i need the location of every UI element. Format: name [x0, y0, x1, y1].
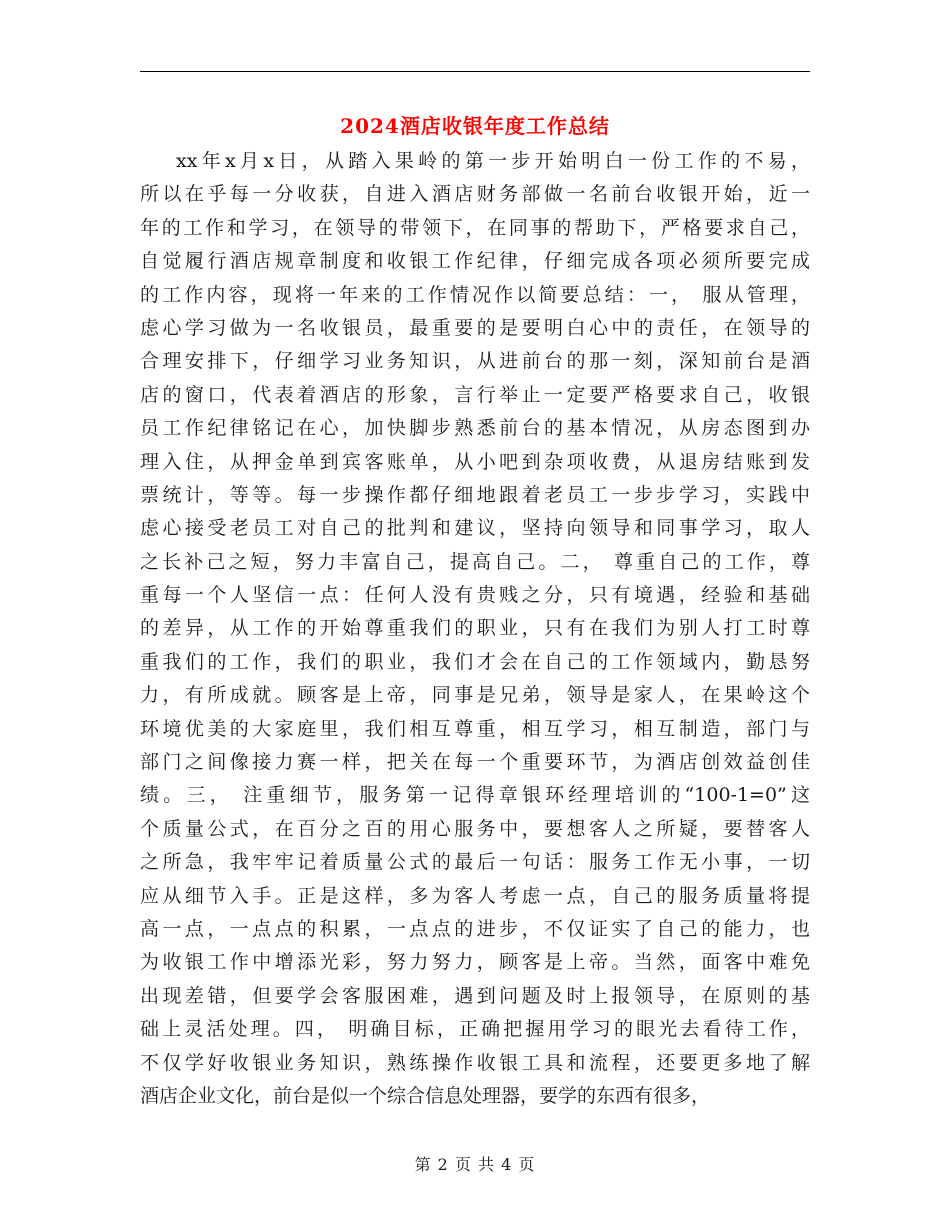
paragraph-line: 虑心接受老员工对自己的批判和建议，坚持向领导和同事学习，取人 — [140, 517, 810, 540]
paragraph-line: 重每一个人坚信一点：任何人没有贵贱之分，只有境遇，经验和基础 — [140, 584, 810, 607]
paragraph-line: 票统计，等等。每一步操作都仔细地跟着老员工一步步学习，实践中 — [140, 483, 810, 506]
paragraph-line: 的差异，从工作的开始尊重我们的职业，只有在我们为别人打工时尊 — [140, 617, 810, 640]
document-title: 2024酒店收银年度工作总结 — [340, 114, 610, 138]
paragraph-line: 为收银工作中增添光彩，努力努力，顾客是上帝。当然，面客中难免 — [140, 951, 810, 974]
paragraph-line: 绩。三， 注重细节，服务第一记得章银环经理培训的“100-1=0”这 — [140, 784, 810, 807]
paragraph-line: 所以在乎每一分收获，自进入酒店财务部做一名前台收银开始，近一 — [140, 183, 810, 206]
paragraph-line: 出现差错，但要学会客服困难，遇到问题及时上报领导，在原则的基 — [140, 984, 810, 1007]
paragraph-line: 应从细节入手。正是这样，多为客人考虑一点，自己的服务质量将提 — [140, 884, 810, 907]
paragraph-line: 础上灵活处理。四， 明确目标，正确把握用学习的眼光去看待工作， — [140, 1018, 810, 1041]
paragraph-line: xx年x月x日，从踏入果岭的第一步开始明白一份工作的不易， — [176, 150, 810, 172]
paragraph-line: 年的工作和学习，在领导的带领下，在同事的帮助下，严格要求自己， — [140, 216, 810, 239]
paragraph-line: 店的窗口，代表着酒店的形象，言行举止一定要严格要求自己，收银 — [140, 383, 810, 406]
paragraph-line: 重我们的工作，我们的职业，我们才会在自己的工作领域内，勤恳努 — [140, 650, 810, 673]
page-footer: 第 2 页 共 4 页 — [414, 1155, 536, 1174]
paragraph-line: 个质量公式，在百分之百的用心服务中，要想客人之所疑，要替客人 — [140, 817, 810, 840]
paragraph-line: 之所急，我牢牢记着质量公式的最后一句话：服务工作无小事，一切 — [140, 851, 810, 874]
paragraph-line: 力，有所成就。顾客是上帝，同事是兄弟，领导是家人，在果岭这个 — [140, 684, 810, 707]
paragraph-line: 自觉履行酒店规章制度和收银工作纪律，仔细完成各项必须所要完成 — [140, 250, 810, 273]
paragraph-line: 酒店企业文化，前台是似一个综合信息处理器，要学的东西有很多， — [140, 1084, 711, 1107]
paragraph-line: 之长补己之短，努力丰富自己，提高自己。二， 尊重自己的工作，尊 — [140, 550, 810, 573]
paragraph-line: 部门之间像接力赛一样，把关在每一个重要环节，为酒店创效益创佳 — [140, 751, 810, 774]
document-body — [140, 145, 810, 1113]
paragraph-line: 合理安排下，仔细学习业务知识，从进前台的那一刻，深知前台是酒 — [140, 350, 810, 373]
paragraph-line: 员工作纪律铭记在心，加快脚步熟悉前台的基本情况，从房态图到办 — [140, 417, 810, 440]
paragraph-line: 理入住，从押金单到宾客账单，从小吧到杂项收费，从退房结账到发 — [140, 450, 810, 473]
paragraph-line: 高一点，一点点的积累，一点点的进步，不仅证实了自己的能力，也 — [140, 917, 810, 940]
paragraph-line: 环境优美的大家庭里，我们相互尊重，相互学习，相互制造，部门与 — [140, 717, 810, 740]
header-rule — [140, 71, 810, 72]
paragraph-line: 的工作内容，现将一年来的工作情况作以简要总结：一， 服从管理， — [140, 283, 810, 306]
paragraph-line: 不仅学好收银业务知识，熟练操作收银工具和流程，还要更多地了解 — [140, 1051, 810, 1074]
paragraph-line: 虑心学习做为一名收银员，最重要的是要明白心中的责任，在领导的 — [140, 316, 810, 339]
